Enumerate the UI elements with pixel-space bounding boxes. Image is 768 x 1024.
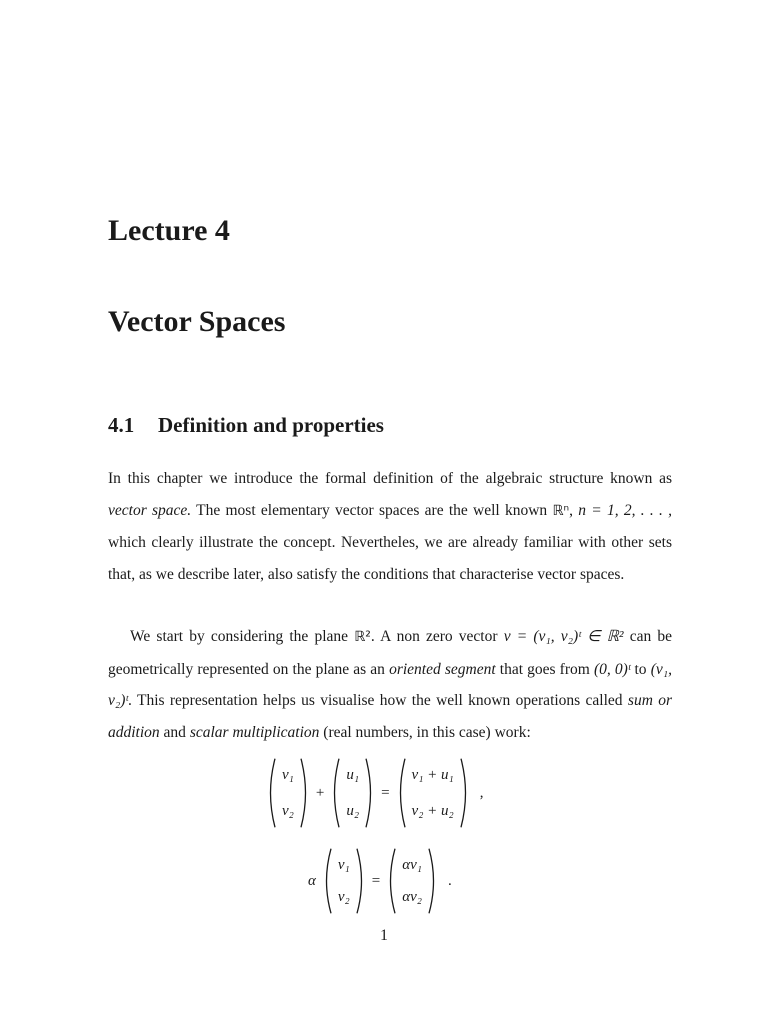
text-run: The most elementary vector spaces are the well known <box>191 501 553 519</box>
equals-operator: = <box>381 784 390 801</box>
math-vector-v: v = (v₁, v₂)ᵗ ∈ ℝ² <box>503 628 624 645</box>
math-r2: ℝ² <box>354 629 371 645</box>
left-paren <box>266 758 276 828</box>
paragraph-intro <box>108 463 672 590</box>
vector-entry: v₁ + u₁ <box>411 767 454 783</box>
text-run: and <box>159 723 190 741</box>
section-heading <box>108 413 384 438</box>
emphasis-oriented-segment: oriented segment <box>389 660 496 678</box>
vector-entry: αv₁ <box>402 857 422 873</box>
math-n-range: n = 1, 2, . . . , <box>578 501 672 519</box>
right-paren <box>300 758 310 828</box>
left-paren <box>396 758 406 828</box>
right-paren <box>460 758 470 828</box>
section-title: Definition and properties <box>158 413 384 437</box>
right-paren <box>356 848 366 914</box>
page-number: 1 <box>380 927 388 944</box>
vector-entry: u₂ <box>346 803 360 819</box>
column-vector-sum <box>396 758 470 828</box>
scalar-alpha: α <box>308 872 316 889</box>
left-paren <box>330 758 340 828</box>
text-run: which clearly illustrate the concept. Nevertheles, we are already familiar with other sets that, as we describe later, also satisfy the conditions that characterise vector spaces. <box>108 534 672 583</box>
equation-scalar-multiplication <box>308 848 452 914</box>
vector-entry: u₁ <box>346 767 360 783</box>
math-endpoint: (v₁, v₂)ᵗ <box>108 660 672 709</box>
text-run: to <box>630 660 651 678</box>
chapter-label: Lecture 4 <box>108 214 230 247</box>
text-run: We start by considering the plane <box>130 628 355 645</box>
text-run: that goes from <box>495 660 594 678</box>
column-vector-v <box>266 758 310 828</box>
emphasis-vector-space: vector space. <box>108 501 192 519</box>
vector-entry: v₂ + u₂ <box>411 803 454 819</box>
text-run: (real numbers, in this case) work: <box>319 723 531 741</box>
math-origin: (0, 0)ᵗ <box>593 660 631 678</box>
text-run: In this chapter we introduce the formal definition of the algebraic structure known as <box>108 470 672 487</box>
vector-entry: αv₂ <box>402 889 422 905</box>
vector-entry: v₁ <box>337 857 350 873</box>
equation-punctuation: , <box>479 784 484 801</box>
vector-entry: v₂ <box>337 889 350 905</box>
plus-operator: + <box>315 784 325 801</box>
vector-entry: v₂ <box>282 803 294 819</box>
vector-entry: v₁ <box>282 767 294 783</box>
right-paren <box>365 758 375 828</box>
text-run: . A non zero vector <box>370 628 504 645</box>
paragraph-plane <box>108 621 672 748</box>
column-vector-u <box>330 758 375 828</box>
text-run: can be geometrically represented on the plane as an <box>108 628 673 678</box>
column-vector-scaled <box>386 848 438 914</box>
section-number: 4.1 <box>108 413 135 437</box>
emphasis-scalar-multiplication: scalar multiplication <box>189 723 320 741</box>
equals-operator: = <box>371 872 381 889</box>
text-run: , <box>569 501 579 519</box>
math-rn: ℝⁿ <box>552 502 570 519</box>
text-run: . This representation helps us visualise how the well known operations called <box>128 692 628 709</box>
chapter-title: Vector Spaces <box>108 305 286 338</box>
left-paren <box>322 848 332 914</box>
left-paren <box>386 848 396 914</box>
equation-vector-addition <box>266 758 484 828</box>
right-paren <box>428 848 438 914</box>
equation-punctuation: . <box>447 872 452 889</box>
emphasis-sum: sum or addition <box>108 692 673 741</box>
column-vector-v <box>322 848 366 914</box>
